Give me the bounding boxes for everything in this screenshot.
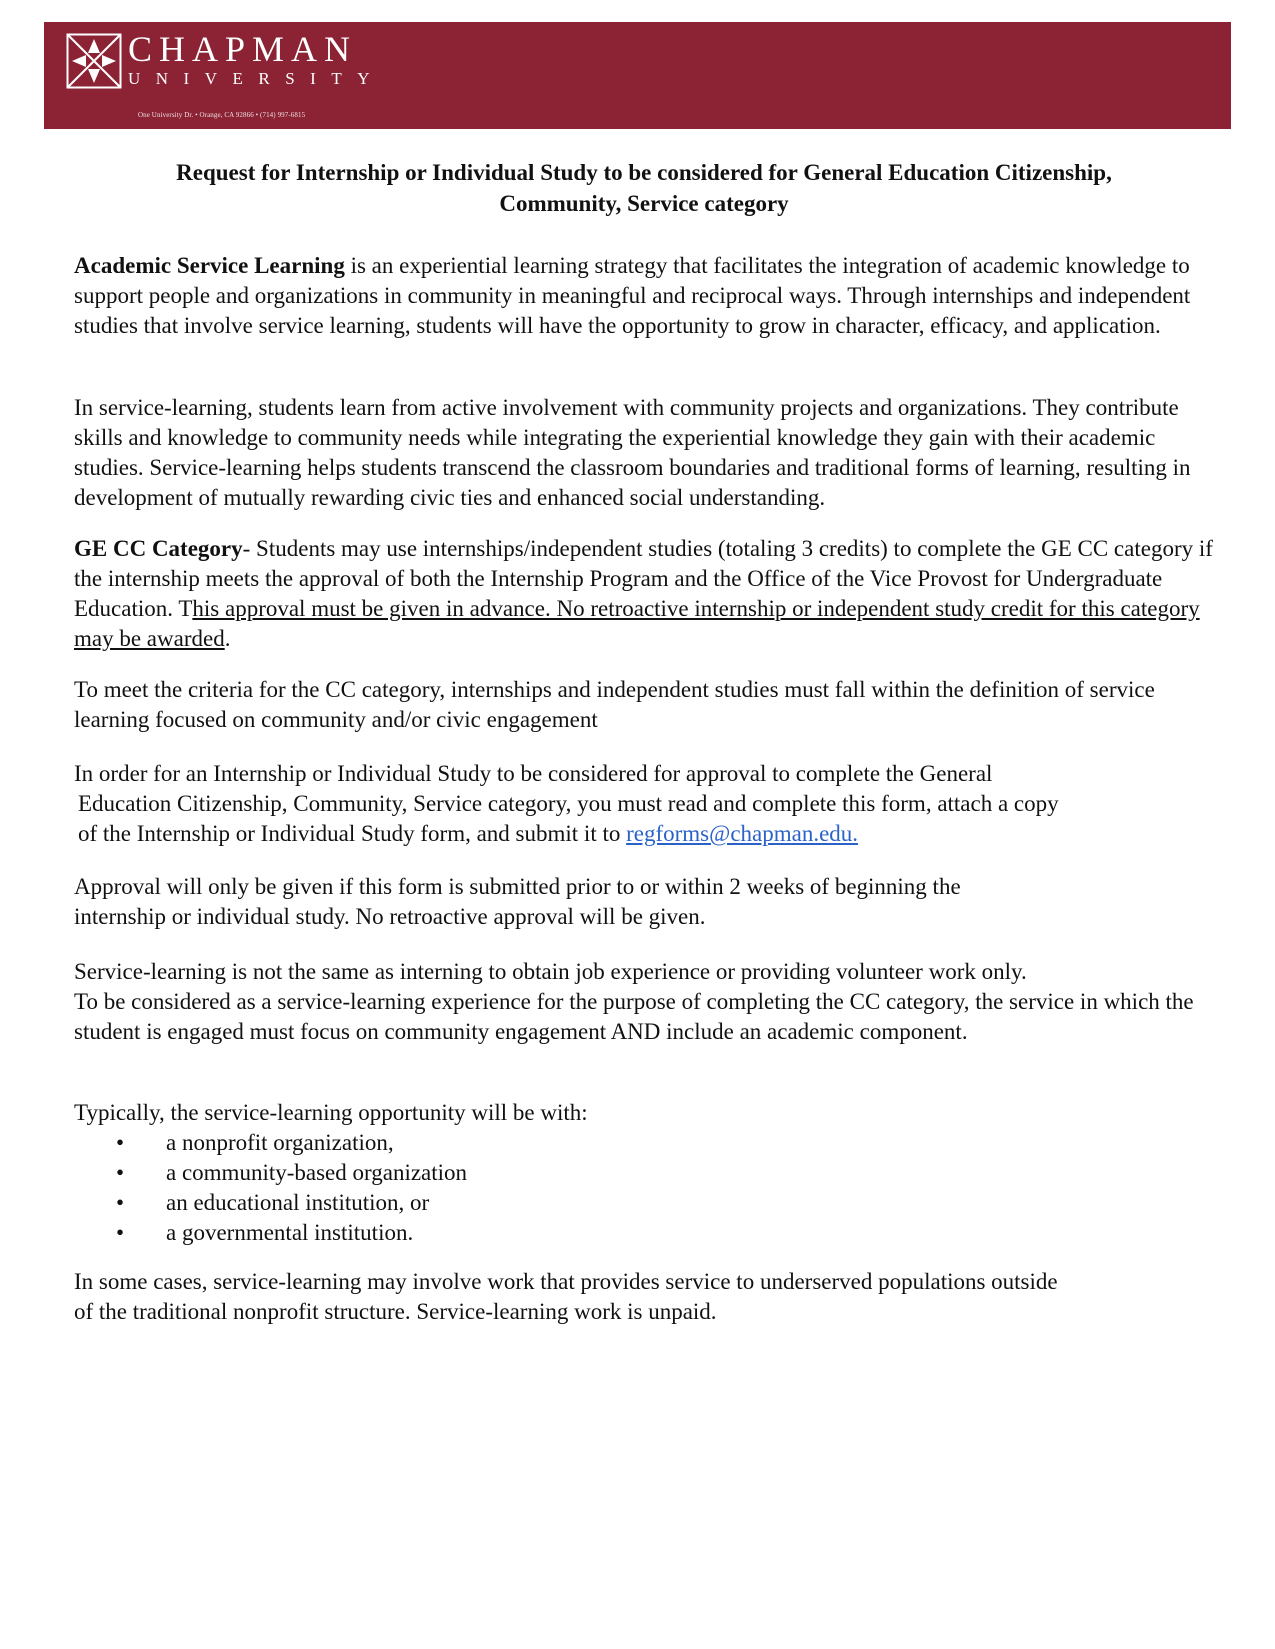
closing-paragraph bbox=[74, 1267, 1214, 1327]
bullet-icon: • bbox=[116, 1190, 125, 1215]
criteria-paragraph bbox=[74, 675, 1214, 735]
wordmark-chapman: CHAPMAN bbox=[128, 29, 358, 69]
order-paragraph bbox=[74, 759, 1214, 849]
service-learning-text: In service-learning, students learn from active involvement with community projects and organizations. They contribute skills and knowledge to community needs while integrating the experiential knowledge they gain with their academic studies. Service-learning helps students transcend the classroom boundaries and traditional forms of learning, resulting in development of mutually rewarding civic ties and enhanced social understanding. bbox=[74, 395, 1191, 510]
list-item-text: a community-based organization bbox=[166, 1160, 468, 1185]
approval-line-2: internship or individual study. No retroactive approval will be given. bbox=[74, 904, 706, 929]
list-item bbox=[74, 1188, 1214, 1218]
service-learning-paragraph bbox=[74, 393, 1214, 513]
order-line-1: In order for an Internship or Individual Study to be considered for approval to complete the General bbox=[74, 761, 993, 786]
bullet-icon: • bbox=[116, 1160, 125, 1185]
wordmark-university: UNIVERSITY bbox=[128, 69, 385, 88]
order-line-2: Education Citizenship, Community, Service category, you must read and complete this form, attach a copy bbox=[78, 791, 1059, 816]
list-item-text: an educational institution, or bbox=[166, 1190, 430, 1215]
opportunity-list bbox=[74, 1128, 1214, 1248]
not-same-paragraph bbox=[74, 957, 1214, 1047]
typically-section bbox=[74, 1098, 1214, 1248]
list-item-text: a nonprofit organization, bbox=[166, 1130, 394, 1155]
typically-lead: Typically, the service-learning opportunity will be with: bbox=[74, 1100, 588, 1125]
approval-line-1: Approval will only be given if this form is submitted prior to or within 2 weeks of beginning the bbox=[74, 874, 961, 899]
ge-cc-text: - Students may use internships/independent studies (totaling 3 credits) to complete the GE CC category if the internship meets the approval of both the Internship Program and the Office of the Vice Provost for Undergraduate Education. T bbox=[74, 536, 1213, 621]
intro-text: is an experiential learning strategy that facilitates the integration of academic knowledge to support people and organizations in community in meaningful and reciprocal ways. Through internships and independent studies that involve service learning, students will have the opportunity to grow in character, efficacy, and application. bbox=[74, 253, 1191, 338]
university-wordmark bbox=[128, 31, 385, 89]
closing-line-2: of the traditional nonprofit structure. Service-learning work is unpaid. bbox=[74, 1299, 717, 1324]
university-header-banner bbox=[44, 22, 1231, 129]
chapman-logo-icon bbox=[66, 33, 122, 89]
ge-cc-underlined-notice: his approval must be given in advance. No retroactive internship or independent study credit for this category may be awarded bbox=[74, 596, 1200, 651]
not-same-rest: To be considered as a service-learning experience for the purpose of completing the CC category, the service in which the student is engaged must focus on community engagement AND include an academic component. bbox=[74, 989, 1194, 1044]
approval-paragraph bbox=[74, 872, 1214, 932]
list-item bbox=[74, 1158, 1214, 1188]
regforms-email-link[interactable]: regforms@chapman.edu. bbox=[626, 821, 859, 846]
intro-paragraph bbox=[74, 251, 1214, 341]
title-line-2: Community, Service category bbox=[499, 191, 789, 216]
bullet-icon: • bbox=[116, 1130, 125, 1155]
not-same-line-1: Service-learning is not the same as interning to obtain job experience or providing volunteer work only. bbox=[74, 959, 1027, 984]
ge-cc-end: . bbox=[224, 626, 231, 651]
bullet-icon: • bbox=[116, 1220, 125, 1245]
title-line-1: Request for Internship or Individual Study to be considered for General Education Citizenship, bbox=[176, 160, 1112, 185]
ge-cc-bold-term: GE CC Category bbox=[74, 536, 243, 561]
order-line-3: of the Internship or Individual Study form, and submit it to bbox=[78, 821, 627, 846]
list-item bbox=[74, 1218, 1214, 1248]
intro-bold-term: Academic Service Learning bbox=[74, 253, 345, 278]
list-item bbox=[74, 1128, 1214, 1158]
closing-line-1: In some cases, service-learning may involve work that provides service to underserved populations outside bbox=[74, 1269, 1058, 1294]
university-address: One University Dr. • Orange, CA 92866 • (714) 997-6815 bbox=[138, 111, 306, 119]
list-item-text: a governmental institution. bbox=[166, 1220, 414, 1245]
ge-cc-paragraph bbox=[74, 534, 1214, 654]
document-title bbox=[74, 157, 1214, 219]
criteria-text: To meet the criteria for the CC category, internships and independent studies must fall within the definition of service learning focused on community and/or civic engagement bbox=[74, 677, 1155, 732]
